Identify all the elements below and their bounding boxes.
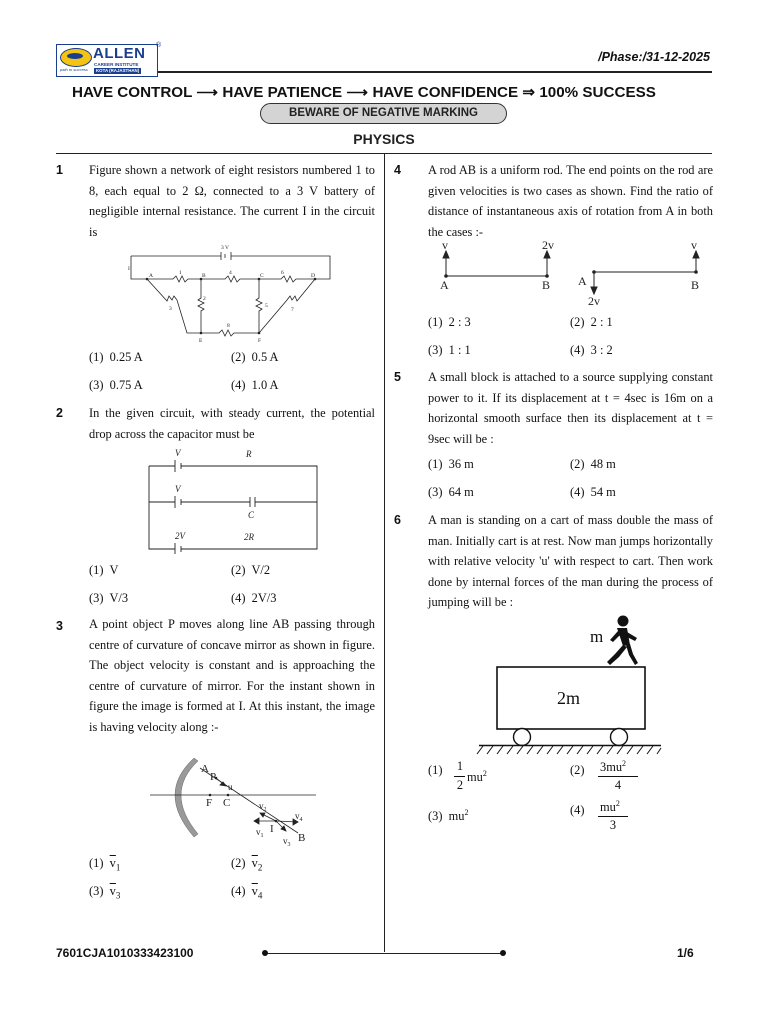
option: (3) 64 m [428,485,474,499]
motto-part-2: HAVE PATIENCE [222,84,343,101]
man-on-cart-figure [475,612,665,760]
negative-marking-badge: BEWARE OF NEGATIVE MARKING [260,103,507,124]
cart-mass-label: 2m [557,688,581,708]
long-arrow-icon: ⟶ [346,84,369,101]
option: (2) 48 m [570,457,616,471]
battery-label: 3 V [221,245,229,251]
page-number: 1/6 [677,946,694,960]
point-label: B [691,278,700,292]
point-label: B [298,832,306,844]
option: (1) 2 : 3 [428,315,471,329]
resistor-label: 2 [203,296,206,302]
option: (1) 0.25 A [89,350,143,364]
velocity-label: $v_1$ [256,827,264,839]
logo-registered-mark: ® [156,42,162,49]
velocity-label: $v_3$ [283,836,291,848]
velocity-label: 2v [588,294,600,308]
option: (1) $\overline{v}_1$ [89,856,121,873]
resistor-label: 7 [291,307,294,313]
resistor-network-figure [125,243,335,345]
paper-code: 7601CJA1010333423100 [56,946,194,960]
logo-sub2: KOTA (RAJASTHAN) [96,68,140,73]
velocity-label: $v_4$ [295,811,303,823]
phase-label: /Phase:/31-12-2025 [598,50,710,64]
point-label: I [270,823,274,835]
node-label: F [258,338,262,344]
point-label: A [578,274,587,288]
option: (2) 0.5 A [231,350,279,364]
running-man-icon [607,616,638,666]
velocity-label: u [228,782,233,792]
logo-sub1: CAREER INSTITUTE [94,62,139,67]
node-label: E [199,338,203,344]
subject-heading: PHYSICS [353,131,415,147]
option: (1) V [89,563,119,577]
node-label: A [149,273,153,279]
point-label: P [210,771,217,783]
question-number: 1 [56,163,63,177]
source-label: V [175,448,181,458]
node-label: B [202,273,206,279]
resistor-label: 6 [281,270,284,276]
motto-part-3: HAVE CONFIDENCE [372,84,519,101]
question-text: Figure shown a network of eight resistors numbered 1 to 8, each equal to 2 Ω, connected to a 3 V battery of negligible internal resistance. The current I in the circuit is [89,163,375,239]
resistor-label: 4 [229,270,232,276]
resistor-label: R [246,449,252,459]
rod-velocity-figure [430,238,712,312]
option: (2) 2 : 1 [570,315,613,329]
option: (3) $mu^2$ [428,808,469,824]
ground-hatch [477,746,661,754]
allen-logo [56,44,158,77]
question-number: 4 [394,163,401,177]
option: (2) V/2 [231,563,271,577]
source-label: 2V [175,531,185,541]
option: (3) $\overline{v}_3$ [89,884,121,901]
option: (2) $3mu^2$ 4 [570,762,700,798]
option: (4) $mu^2$ 3 [570,802,700,838]
point-label: C [223,797,231,809]
question-text: A small block is attached to a source supplying constant power to it. If its displacement at t = 4sec is 16m on a horizontal smooth surface then its displacement at t = 9sec will be : [428,370,713,446]
source-label: V [175,484,181,494]
option: (1) 1 2 $mu^2$ [428,759,487,792]
concave-mirror-figure [148,755,318,853]
implies-arrow-icon: ⇒ [522,84,536,101]
man-mass-label: m [590,627,604,646]
node-label: D [311,273,315,279]
option: (2) $\overline{v}_2$ [231,856,263,873]
velocity-label: 2v [542,238,554,252]
footer-dot-left-icon [262,950,268,956]
point-label: F [206,797,213,809]
question-text: A man is standing on a cart of mass double the mass of man. Initially cart is at rest. Now man jumps horizontally with relative velocity 'u' with respect to cart. Then work done by internal forces of the man during the process of jumping will be : [428,513,713,609]
footer-rule [265,953,503,954]
resistor-label: 3 [169,306,172,312]
option: (3) 0.75 A [89,378,143,392]
option: (4) 2V/3 [231,591,277,605]
motto-part-1: HAVE CONTROL [72,84,193,101]
option: (3) 1 : 1 [428,343,471,357]
resistor-label: 5 [265,303,268,309]
question-number: 6 [394,513,401,527]
capacitor-label: C [248,510,255,520]
node-label: C [260,273,264,279]
resistor-label: 2R [244,532,254,542]
logo-emblem-inner-icon [67,53,83,59]
resistor-label: 8 [227,323,230,329]
option: (4) $\overline{v}_4$ [231,884,263,901]
point-label: A [201,763,209,775]
footer-dot-right-icon [500,950,506,956]
column-divider [384,153,385,952]
logo-brand: ALLEN [93,45,146,62]
question-number: 2 [56,406,63,420]
point-label: A [440,278,449,292]
option: (4) 3 : 2 [570,343,613,357]
option: (4) 54 m [570,485,616,499]
motto-line [72,83,702,101]
logo-tagline: path to success [60,67,88,72]
question-number: 3 [56,619,63,633]
option: (3) V/3 [89,591,129,605]
motto-part-4: 100% SUCCESS [539,84,656,101]
long-arrow-icon: ⟶ [196,84,219,101]
option: (4) 1.0 A [231,378,279,392]
question-text: A rod AB is a uniform rod. The end points on the rod are given velocities is two cases as shown. Find the ratio of distance of instantaneous axis of rotation from A in both the cases :- [428,163,713,239]
velocity-label: v [442,238,448,252]
question-text: A point object P moves along line AB passing through centre of curvature of concave mirror as shown in figure. The object velocity is constant and is approaching the centre of curvature of mirror. For the instant shown in figure the image is formed at I. At this instant, the image is having velocity along :- [89,617,375,734]
question-number: 5 [394,370,401,384]
question-text: In the given circuit, with steady current, the potential drop across the capacitor must be [89,406,375,441]
header-rule [158,71,712,73]
velocity-label: v [691,238,697,252]
current-label: I [128,266,130,272]
capacitor-circuit-figure [145,446,320,554]
point-label: B [542,278,551,292]
resistor-label: 1 [179,270,182,276]
velocity-label: $v_2$ [259,801,267,813]
option: (1) 36 m [428,457,474,471]
